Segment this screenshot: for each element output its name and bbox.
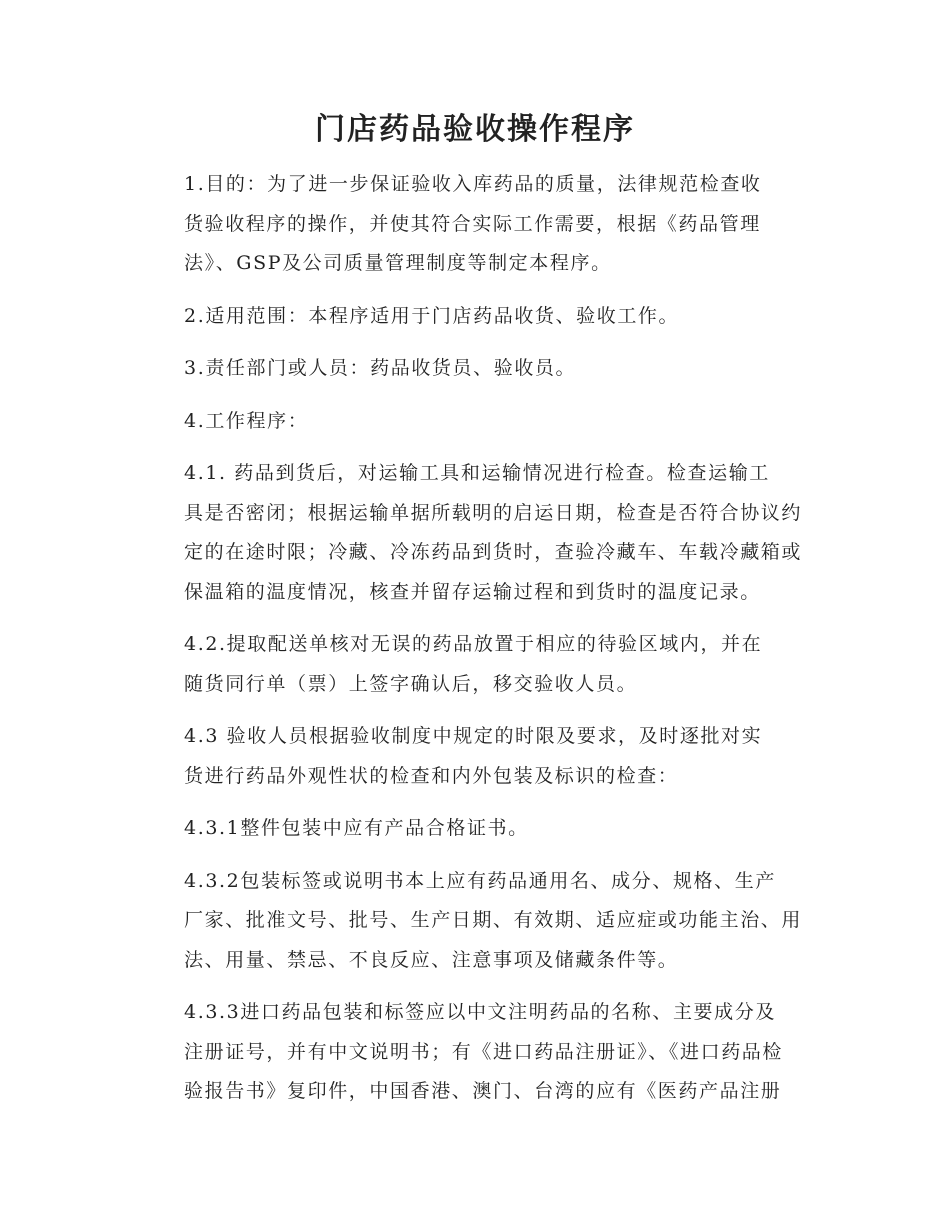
paragraph-line: 具是否密闭；根据运输单据所载明的启运日期，检查是否符合协议约 bbox=[184, 501, 803, 524]
paragraph-4-3 bbox=[142, 717, 812, 796]
paragraph-line: 货进行药品外观性状的检查和内外包装及标识的检查： bbox=[184, 764, 679, 787]
paragraph-line: 定的在途时限；冷藏、冷冻药品到货时，查验冷藏车、车载冷藏箱或 bbox=[184, 541, 803, 563]
paragraph-line: 法、用量、禁忌、不良反应、注意事项及储藏条件等。 bbox=[184, 948, 679, 971]
paragraph-line: 注册证号，并有中文说明书；有《进口药品注册证》、《进口药品检 bbox=[184, 1040, 784, 1063]
document-body bbox=[142, 165, 812, 1125]
paragraph-purpose bbox=[142, 165, 812, 284]
paragraph-line: 货验收程序的操作，并使其符合实际工作需要，根据《药品管理 bbox=[184, 212, 761, 235]
paragraph-procedure-heading bbox=[142, 402, 812, 442]
paragraph-line: 4.3.1整件包装中应有产品合格证书。 bbox=[184, 817, 529, 839]
paragraph-line: 3.责任部门或人员：药品收货员、验收员。 bbox=[184, 357, 577, 379]
paragraph-scope bbox=[142, 297, 812, 337]
paragraph-line: 厂家、批准文号、批号、生产日期、有效期、适应症或功能主治、用 bbox=[184, 909, 803, 931]
paragraph-line: 随货同行单（票）上签字确认后，移交验收人员。 bbox=[184, 672, 638, 695]
paragraph-line: 4.2.提取配送单核对无误的药品放置于相应的待验区域内，并在 bbox=[184, 633, 763, 655]
document-title: 门店药品验收操作程序 bbox=[315, 112, 635, 147]
paragraph-line: 4.3 验收人员根据验收制度中规定的时限及要求，及时逐批对实 bbox=[184, 725, 763, 747]
paragraph-4-3-2 bbox=[142, 862, 812, 981]
paragraph-line: 4.1. 药品到货后，对运输工具和运输情况进行检查。检查运输工 bbox=[184, 462, 770, 484]
paragraph-4-3-1 bbox=[142, 809, 812, 849]
paragraph-line: 法》、GSP及公司质量管理制度等制定本程序。 bbox=[184, 252, 612, 274]
paragraph-responsibility bbox=[142, 349, 812, 389]
paragraph-4-2 bbox=[142, 625, 812, 704]
paragraph-line: 4.工作程序： bbox=[184, 409, 309, 432]
paragraph-line: 2.适用范围：本程序适用于门店药品收货、验收工作。 bbox=[184, 304, 680, 327]
paragraph-line: 保温箱的温度情况，核查并留存运输过程和到货时的温度记录。 bbox=[184, 580, 761, 603]
paragraph-4-1 bbox=[142, 454, 812, 612]
paragraph-line: 1.目的：为了进一步保证验收入库药品的质量，法律规范检查收 bbox=[184, 173, 762, 195]
paragraph-4-3-3 bbox=[142, 993, 812, 1112]
paragraph-line: 4.3.3进口药品包装和标签应以中文注明药品的名称、主要成分及 bbox=[184, 1001, 776, 1023]
paragraph-line: 验报告书》复印件，中国香港、澳门、台湾的应有《医药产品注册 bbox=[184, 1080, 782, 1102]
paragraph-line: 4.3.2包装标签或说明书本上应有药品通用名、成分、规格、生产 bbox=[184, 869, 776, 892]
